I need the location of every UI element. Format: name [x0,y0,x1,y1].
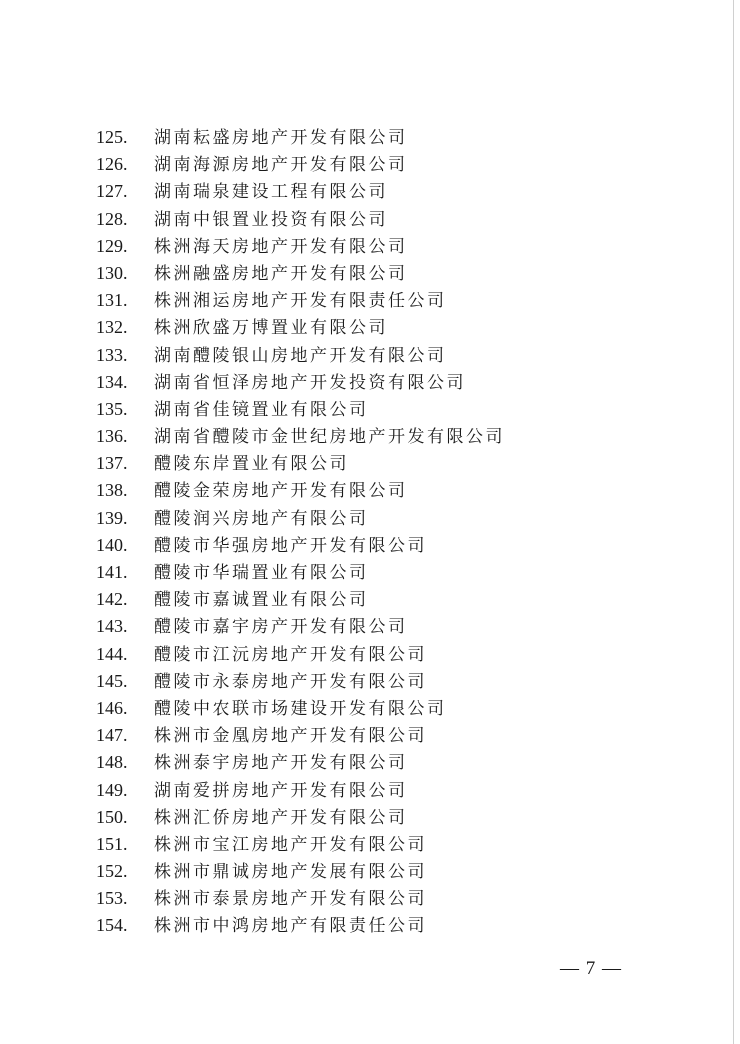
page-number: — 7 — [560,958,622,979]
company-name: 醴陵市华瑞置业有限公司 [154,563,369,583]
company-name: 株洲融盛房地产开发有限公司 [154,263,408,284]
company-name: 株洲汇侨房地产开发有限公司 [154,807,408,828]
company-name: 醴陵市永泰房地产开发有限公司 [154,671,427,692]
company-name: 株洲泰宇房地产开发有限公司 [154,753,408,774]
item-number: 152. [96,861,128,882]
company-name: 株洲海天房地产开发有限公司 [154,236,408,257]
item-number: 128. [96,208,128,229]
list-item [96,396,505,423]
company-name: 醴陵市嘉宇房产开发有限公司 [154,617,408,638]
list-item [96,804,505,831]
company-name: 湖南瑞泉建设工程有限公司 [154,182,388,203]
company-name: 湖南耘盛房地产开发有限公司 [154,128,408,148]
item-number: 141. [96,562,128,582]
company-name: 株洲市泰景房地产开发有限公司 [154,889,427,910]
list-item [96,559,505,586]
item-number: 127. [96,181,128,202]
list-item [96,532,505,559]
list-item [96,233,505,260]
company-name: 湖南醴陵银山房地产开发有限公司 [154,345,447,366]
item-number: 131. [96,290,128,311]
list-item [96,260,505,287]
list-item [96,695,505,722]
company-list [96,124,505,940]
list-item [96,423,505,450]
list-item [96,178,505,205]
company-name: 湖南省醴陵市金世纪房地产开发有限公司 [154,427,505,448]
company-name: 株洲市金凰房地产开发有限公司 [154,726,427,747]
item-number: 137. [96,453,128,474]
company-name: 醴陵市华强房地产开发有限公司 [154,535,427,556]
list-item [96,369,505,396]
list-item [96,342,505,369]
list-item [96,858,505,885]
company-name: 株洲欣盛万博置业有限公司 [154,318,388,339]
company-name: 醴陵市嘉诚置业有限公司 [154,590,369,611]
company-name: 株洲湘运房地产开发有限责任公司 [154,291,447,312]
item-number: 125. [96,127,128,147]
list-item [96,450,505,477]
item-number: 140. [96,534,128,555]
list-item [96,912,505,939]
company-name: 醴陵润兴房地产有限公司 [154,508,369,529]
item-number: 151. [96,833,128,854]
list-item [96,151,505,178]
item-number: 143. [96,616,128,637]
item-number: 134. [96,371,128,392]
item-number: 148. [96,752,128,773]
item-number: 153. [96,888,128,909]
company-name: 湖南爱拼房地产开发有限公司 [154,780,408,801]
list-item [96,641,505,668]
company-name: 醴陵东岸置业有限公司 [154,454,349,475]
item-number: 129. [96,235,128,256]
list-item [96,749,505,776]
page-edge-line [733,0,734,1044]
item-number: 149. [96,779,128,800]
item-number: 139. [96,507,128,528]
company-name: 株洲市中鸿房地产有限责任公司 [154,916,427,937]
company-name: 湖南省恒泽房地产开发投资有限公司 [154,372,466,393]
company-name: 湖南省佳镜置业有限公司 [154,399,369,420]
item-number: 147. [96,725,128,746]
list-item [96,287,505,314]
list-item [96,206,505,233]
list-item [96,314,505,341]
item-number: 138. [96,480,128,501]
item-number: 150. [96,806,128,827]
company-name: 醴陵市江沅房地产开发有限公司 [154,644,427,665]
item-number: 132. [96,317,128,338]
list-item [96,586,505,613]
item-number: 142. [96,589,128,610]
list-item [96,124,505,151]
list-item [96,505,505,532]
item-number: 133. [96,344,128,365]
list-item [96,831,505,858]
item-number: 126. [96,154,128,175]
item-number: 136. [96,426,128,447]
item-number: 130. [96,262,128,283]
item-number: 154. [96,915,128,936]
company-name: 醴陵金荣房地产开发有限公司 [154,481,408,502]
company-name: 湖南海源房地产开发有限公司 [154,155,408,176]
list-item [96,613,505,640]
company-name: 株洲市鼎诚房地产发展有限公司 [154,862,427,883]
company-name: 湖南中银置业投资有限公司 [154,209,388,230]
company-name: 株洲市宝江房地产开发有限公司 [154,834,427,855]
list-item [96,668,505,695]
list-item [96,722,505,749]
item-number: 146. [96,697,128,718]
list-item [96,477,505,504]
list-item [96,777,505,804]
list-item [96,885,505,912]
item-number: 144. [96,643,128,664]
item-number: 135. [96,398,128,419]
item-number: 145. [96,670,128,691]
company-name: 醴陵中农联市场建设开发有限公司 [154,698,447,719]
